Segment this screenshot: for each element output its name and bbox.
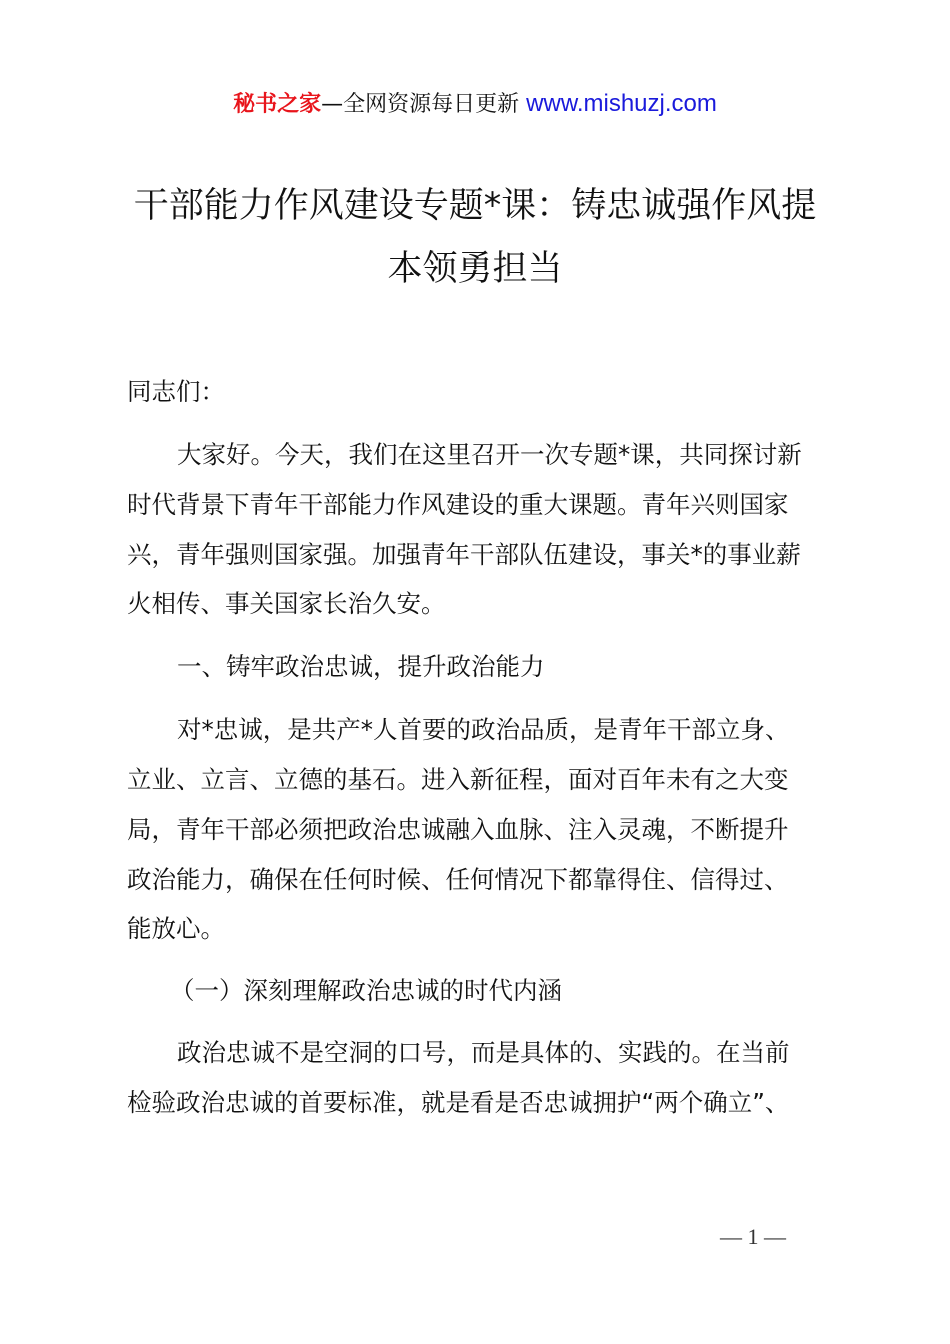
document-title-line-1: 干部能力作风建设专题*课：铸忠诚强作风提 [133,186,817,226]
paragraph-line: 兴，青年强则国家强。加强青年干部队伍建设，事关*的事业薪 [127,540,801,569]
subsection-heading: （一）深刻理解政治忠诚的时代内涵 [170,976,562,1005]
paragraph-line: 大家好。今天，我们在这里召开一次专题*课，共同探讨新 [177,440,802,469]
paragraph-line: 政治能力，确保在任何时候、任何情况下都靠得住、信得过、 [127,865,789,894]
paragraph-line: 能放心。 [127,914,225,943]
site-url-link[interactable]: www.mishuzj.com [526,90,717,117]
paragraph-line: 政治忠诚不是空洞的口号，而是具体的、实践的。在当前 [177,1038,790,1067]
document-title-line-2: 本领勇担当 [387,249,563,289]
header-tagline: —全网资源每日更新 [321,92,527,117]
site-header [0,88,950,121]
paragraph-line: 检验政治忠诚的首要标准，就是看是否忠诚拥护“两个确立”、 [127,1088,790,1117]
section-heading: 一、铸牢政治忠诚，提升政治能力 [177,652,545,681]
paragraph-line: 时代背景下青年干部能力作风建设的重大课题。青年兴则国家 [127,490,789,519]
salutation: 同志们： [127,377,225,406]
paragraph-line: 火相传、事关国家长治久安。 [127,589,446,618]
paragraph-line: 对*忠诚，是共产*人首要的政治品质，是青年干部立身、 [177,715,790,744]
page-number: — 1 — [720,1224,786,1249]
paragraph-line: 局，青年干部必须把政治忠诚融入血脉、注入灵魂，不断提升 [127,815,789,844]
paragraph-line: 立业、立言、立德的基石。进入新征程，面对百年未有之大变 [127,765,789,794]
brand-name: 秘书之家 [233,92,322,117]
